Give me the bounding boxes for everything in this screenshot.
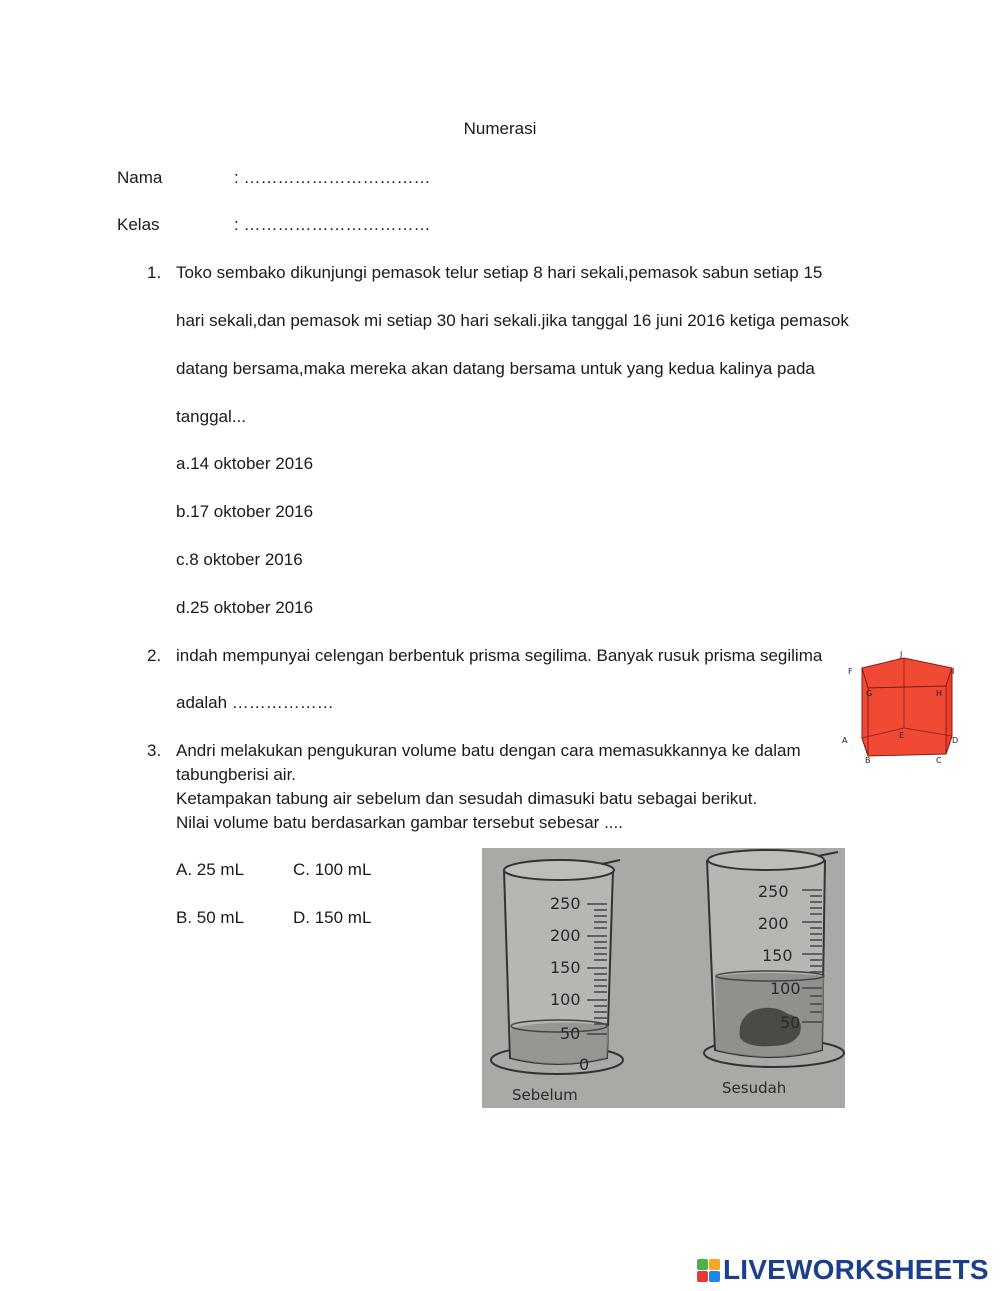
vertex-label: C <box>936 756 942 765</box>
question-2-line: indah mempunyai celengan berbentuk prisma segilima. Banyak rusuk prisma segilima <box>176 646 823 665</box>
vertex-label: F <box>848 667 853 676</box>
vertex-label: J <box>900 650 903 659</box>
scale-label: 250 <box>758 882 789 901</box>
vertex-label: G <box>866 689 873 698</box>
question-3-line: Ketampakan tabung air sebelum dan sesudah dimasuki batu sebagai berikut. <box>176 789 758 808</box>
scale-label: 100 <box>770 979 801 998</box>
logo-text: LIVEWORKSHEETS <box>723 1254 989 1285</box>
question-2-answer-line[interactable]: adalah ……………… <box>176 693 334 712</box>
worksheet-title: Numerasi <box>463 119 537 138</box>
caption-before: Sebelum <box>512 1086 578 1104</box>
liveworksheets-logo <box>697 1255 989 1285</box>
question-1-option-c[interactable]: c.8 oktober 2016 <box>176 550 303 569</box>
scale-label: 200 <box>758 914 789 933</box>
caption-after: Sesudah <box>722 1079 787 1097</box>
vertex-label: A <box>842 736 848 745</box>
scale-label: 50 <box>780 1013 801 1032</box>
class-field[interactable]: : …………………………… <box>234 215 431 234</box>
scale-label: 150 <box>762 946 793 965</box>
question-3-option-a[interactable]: A. 25 mL <box>176 860 245 879</box>
question-3-option-c[interactable]: C. 100 mL <box>293 860 372 879</box>
vertex-label: D <box>952 736 959 745</box>
question-2-number: 2. <box>147 646 162 665</box>
vertex-label: I <box>952 667 955 676</box>
vertex-label: H <box>936 689 943 698</box>
logo-squares-icon <box>697 1259 720 1282</box>
question-3-option-b[interactable]: B. 50 mL <box>176 908 245 927</box>
question-3-option-d[interactable]: D. 150 mL <box>293 908 372 927</box>
question-3-line: Andri melakukan pengukuran volume batu dengan cara memasukkannya ke dalam <box>176 741 801 760</box>
prism-shape <box>862 658 955 756</box>
question-3-line: Nilai volume batu berdasarkan gambar tersebut sebesar .... <box>176 813 623 832</box>
question-1-option-a[interactable]: a.14 oktober 2016 <box>176 454 314 473</box>
name-field[interactable]: : …………………………… <box>234 168 431 187</box>
question-1-line: hari sekali,dan pemasok mi setiap 30 hari sekali.jika tanggal 16 juni 2016 ketiga pemasok <box>176 311 849 330</box>
vertex-label: E <box>899 731 905 740</box>
question-1-line: tanggal... <box>176 407 246 426</box>
scale-label: 200 <box>550 926 581 945</box>
scale-label: 250 <box>550 894 581 913</box>
question-1-option-d[interactable]: d.25 oktober 2016 <box>176 598 314 617</box>
scale-label: 50 <box>560 1024 581 1043</box>
scale-label: 100 <box>550 990 581 1009</box>
question-1-line: Toko sembako dikunjungi pemasok telur setiap 8 hari sekali,pemasok sabun setiap 15 <box>176 263 823 282</box>
class-label: Kelas <box>117 215 160 234</box>
question-3-number: 3. <box>147 741 162 760</box>
name-label: Nama <box>117 168 163 187</box>
question-1-line: datang bersama,maka mereka akan datang bersama untuk yang kedua kalinya pada <box>176 359 815 378</box>
vertex-label: B <box>865 756 871 765</box>
scale-label: 150 <box>550 958 581 977</box>
scale-label: 0 <box>579 1055 590 1074</box>
beakers-photo <box>482 848 845 1108</box>
question-3-line: tabungberisi air. <box>176 765 297 784</box>
pentagonal-prism-figure <box>842 648 968 766</box>
question-1-number: 1. <box>147 263 162 282</box>
question-1-option-b[interactable]: b.17 oktober 2016 <box>176 502 314 521</box>
